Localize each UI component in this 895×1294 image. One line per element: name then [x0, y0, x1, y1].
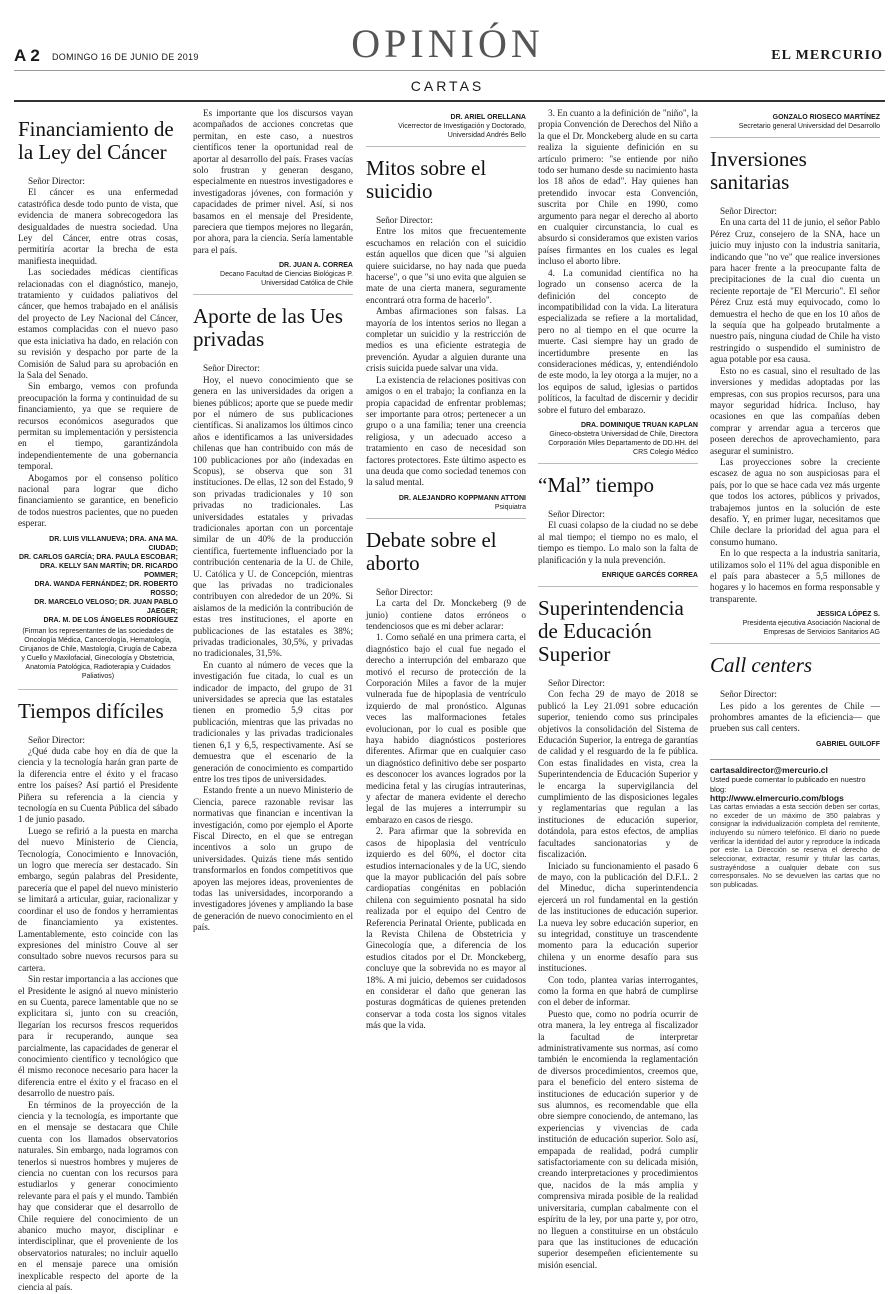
letter-divider	[710, 643, 880, 644]
letter-signature: DRA. DOMINIQUE TRUAN KAPLAN	[580, 421, 698, 429]
letter-paragraph: En lo que respecta a la industria sanitaria, utilizamos solo el 11% del agua disponible en el país para abastecer a 5,5 millones de hogares y lo hacemos en forma responsable y transparente.	[710, 548, 880, 604]
letter-paragraph: Esto no es casual, sino el resultado de las inversiones y medidas adoptadas por las empresas, con sus propios recursos, para una mayor seguridad hídrica. Incluso, hay ocasiones en que las compañías deben comprar y arrendar agua a terceros que poseen derechos de aprovechamiento, para asegurar el suministro.	[710, 365, 880, 456]
letter-affiliation: Decano Facultad de Ciencias Biológicas P. Universidad Católica de Chile	[220, 271, 353, 288]
letter-title: Superintendencia de Educación Superior	[538, 596, 684, 666]
letter-paragraph: Las proyecciones sobre la creciente escasez de agua no son auspiciosas para el país, por lo que se hace cada vez más urgente que todos los actores, públicos y privados, trabajemos juntos en la solución de este desafío. Y, en primer lugar, necesitamos que Chile declare la prioridad del agua para el consumo humano.	[710, 456, 880, 547]
letter-paragraph: Sin embargo, vemos con profunda preocupación la forma y continuidad de su financiamiento, ya que se requiere de recursos económicos asegurados que permitan su implementación y persistencia en el tiempo, garantizándola independientemente de una gobernancia temporal.	[18, 381, 178, 472]
letter-greeting: Señor Director:	[720, 689, 777, 700]
letter-divider	[538, 586, 698, 587]
letter-paragraph: Es importante que los discursos vayan acompañados de acciones concretas que permitan, en este caso, a nuestros científicos tener la oportunidad real de aportar al desarrollo del país. Frases vacías solo frustran y generan desgano, especialmente en nuestros investigadores e investigadoras jóvenes, con formación y capacidades de primer nivel. Así, si nos basamos en el mensaje del Presidente, pareciera que tiempos mejores no llegarán, por ahora, para la ciencia. Sería lamentable para el país.	[193, 108, 353, 255]
letter-paragraph: En una carta del 11 de junio, el señor Pablo Pérez Cruz, consejero de la SNA, hace un juicio muy injusto con la industria sanitaria, indicando que "no ve" que realice inversiones para hacer frente a la preocupante falta de precipitaciones de la cual dio cuenta un reciente reportaje de "El Mercurio". El señor Pérez Cruz está muy equivocado, como lo demuestra el hecho de que en los 10 años de la sequía que ha golpeado brutalmente a nuestro país, ninguna ciudad de Chile ha visto restringido o suspendido el suministro de agua potable por esa causa.	[710, 217, 880, 365]
letter-paragraph: 4. La comunidad científica no ha logrado un consenso acerca de la definición del concepto de incompatibilidad con la vida. La literatura especializada se refiere a la mortalidad, pero no al tiempo en el que ocurre la muerte. Casi siempre hay un grado de incertidumbre presente en las consideraciones médicas, y, entendiéndolo de este modo, la ley otorga a la mujer, no a los equipos de salud, iglesias o partidos políticos, la facultad de discernir y decidir sobre el futuro del embarazo.	[538, 267, 698, 415]
letter-paragraph: Con fecha 29 de mayo de 2018 se publicó la Ley 21.091 sobre educación superior, teniendo como sus principales objetivos la consolidación del Sistema de Educación Superior, la entrega de garantías de calidad y el resguardo de la fe pública. Con estas finalidades en vista, crea la Superintendencia de Educación Superior y le encarga la supervigilancia del cumplimiento de las disposiciones legales y reglamentarias que regulan a las instituciones de educación superior, dotándola, para estos efectos, de amplias facultades sancionatorias y de fiscalización.	[538, 689, 698, 860]
letter-paragraph: Les pido a los gerentes de Chile —prohombres amantes de la eficiencia— que prueben sus call centers.	[710, 700, 880, 734]
letter-paragraph: Las sociedades médicas científicas relacionadas con el diagnóstico, manejo, tratamiento y cuidados paliativos del cáncer, que hemos trabajado en el análisis del proyecto de Ley Nacional del Cáncer, estamos complacidas con el nuevo paso que esta iniciativa ha dado, en relación con su revisión y despacho por parte de la Comisión de Salud para su aprobación en la Sala del Senado.	[18, 267, 178, 380]
column-2	[193, 108, 353, 1018]
letter-greeting: Señor Director:	[720, 206, 777, 216]
header-rule-bottom	[14, 100, 885, 102]
submission-rules: Las cartas enviadas a esta sección deben ser cortas, no exceder de un máximo de 350 palabras y consignar la individualización completa del remitente, incluyendo su número telefónico. El diario no puede verificar la identidad del autor y reproduce la indicada por este. La Dirección se reserva el derecho de seleccionar, extractar, resumir y titular las cartas, sustrayéndose a cualquier debate con sus corresponsales. No se devuelven las cartas que no son publicadas.	[710, 803, 880, 890]
column-4	[538, 108, 698, 1270]
letter-paragraph: La carta del Dr. Monckeberg (9 de junio) contiene datos erróneos o tendenciosos que es mi deber aclarar:	[366, 598, 526, 631]
letter-paragraph: Hoy, el nuevo conocimiento que se genera en las universidades da origen a bienes públicos; aporte que se puede medir por el número de sus publicaciones científicas. Si analizamos los últimos cinco años e identificamos a las universidades chilenas que han contribuido con más de 100 publicaciones por año (indexadas en Scopus), se observa que son 31 instituciones. De ellas, 12 son del Estado, 9 son privadas tradicionales y 10 son privadas no tradicionales. Las universidades estatales y privadas tradicionales aportan con un porcentaje similar de un 40% de la producción científica, fuertemente influenciado por la contribución centenaria de la U. de Chile, U. Católica y U. de Concepción, mientras que las privadas no tradicionales contribuyen con alrededor de un 20%. Si aislamos de la medición la contribución de estas tres instituciones, el aporte en publicaciones de las estatales es 38%; privadas tradicionales, 30,5%, y privadas no tradicionales, 31,5%.	[193, 374, 353, 659]
letter-greeting: Señor Director:	[28, 734, 85, 745]
letter-paragraph: Entre los mitos que frecuentemente escuchamos en relación con el suicidio están aquellos que dicen que "si alguien quiere suicidarse, no hay nada que pueda hacerse", o que "si uno evita que alguien se mate de una cierta manera, seguramente encontrará otra forma de hacerlo".	[366, 226, 526, 305]
letter-paragraph: La existencia de relaciones positivas con amigos o en el trabajo; la confianza en la propia capacidad de enfrentar problemas; ser importante para otros; pertenecer a un grupo o a una familia; tener una creencia religiosa, y un adecuado acceso a tratamiento en caso de necesidad son factores protectores. Este último aspecto es una deuda que como sociedad tenemos con la salud mental.	[366, 374, 526, 488]
letter-paragraph: 1. Como señalé en una primera carta, el diagnóstico bajo el cual fue negado el derecho a interrupción del embarazo que motivó el recurso de protección de la Corporación Miles a favor de la mujer vulnerada fue de hipoplasia de ventrículo izquierdo de mal pronóstico. Algunas veces las malformaciones fetales evolucionan, por lo cual es posible que haya habido diagnósticos posteriores diferentes. Afirmar que en cualquier caso un diagnóstico definitivo debe ser posparto es desconocer los avances logrados por la medicina fetal y las cirugías intrauterinas, y afectar de manera evidente el derecho legal de las mujeres a interrumpir su embarazo en casos de riesgo.	[366, 632, 526, 825]
letter-divider	[193, 294, 353, 295]
letter-title: Call centers	[710, 653, 813, 678]
letter-affiliation: Secretario general Universidad del Desarrollo	[738, 123, 880, 130]
letters-footer	[710, 759, 880, 891]
letter-paragraph: Estando frente a un nuevo Ministerio de Ciencia, parece razonable revisar las normativas que financian e incentivan la investigación, como por ejemplo el Aporte Fiscal Directo, en el que se entregan incentivos a solo un grupo de universidades. Quizás tiene más sentido transformarlos en fondos competitivos que apoyen las mejores ideas, provenientes de todas las universidades, incorporando a investigadores jóvenes y ampliando la base de generación de nuevo conocimiento en el país.	[193, 785, 353, 933]
letter-signature: DR. ALEJANDRO KOPPMANN ATTONI	[398, 494, 526, 502]
page-number: A 2	[14, 46, 40, 65]
letter-signature: DRA. M. DE LOS ÁNGELES RODRÍGUEZ	[43, 616, 178, 624]
blog-link[interactable]: http://www.elmercurio.com/blogs	[710, 793, 844, 804]
letter-signature: DR. LUIS VILLANUEVA; DRA. ANA MA. CIUDAD;	[49, 535, 178, 552]
masthead-logo: EL MERCURIO	[771, 48, 883, 63]
letter-divider	[366, 518, 526, 519]
letter-divider	[710, 137, 880, 138]
subsection-title: CARTAS	[410, 78, 485, 94]
letter-paragraph: 2. Para afirmar que la sobrevida en casos de hipoplasia del ventrículo izquierdo es del 60%, el doctor cita estudios internacionales y de la UC, siendo que la mayor publicación del país sobre cardiopatías congénitas en población chilena con seguimiento posnatal ha sido realizada por el equipo del Centro de Referencia Perinatal Oriente, publicada en la Revista Chilena de Obstetricia y Ginecología que, a diferencia de los estudios citados por el Dr. Monckeberg, concluye que la sobrevida no es mayor al 18%. A mi juicio, debemos ser cuidadosos en considerar el daño que generan las posturas dogmáticas de quienes pretenden conservar a toda costa los signos vitales más que la vida.	[366, 826, 526, 1031]
letter-signature: JESSICA LÓPEZ S.	[816, 611, 880, 619]
letter-paragraph: Luego se refirió a la puesta en marcha del nuevo Ministerio de Ciencia, Tecnología, Conocimiento e Innovación, un logro que merecía ser destacado. Sin embargo, según palabras del Presidente, parecería que el papel del nuevo ministerio se limitará a articular, guiar, racionalizar y coordinar el uso de fondos y herramientas de financiamiento ya existentes. Lamentablemente, esto coincide con las expresiones del ministro Couve al ser consultado sobre nuevos recursos para su cartera.	[18, 825, 178, 973]
column-1	[18, 108, 178, 1293]
letter-affiliation: Psiquiatra	[494, 503, 526, 511]
letter-affiliation: Presidenta ejecutiva Asociación Nacional de Empresas de Servicios Sanitarios AG	[742, 620, 880, 637]
letter-signature: DR. JUAN A. CORREA	[278, 262, 353, 270]
letter-title: Financiamiento de la Ley del Cáncer	[18, 117, 174, 164]
blog-prompt: Usted puede comentar lo publicado en nuestro blog:	[710, 775, 866, 794]
letter-paragraph: 3. En cuanto a la definición de "niño", la propia Convención de Derechos del Niño a la que el Dr. Monckeberg alude en su carta realiza la siguiente definición en su artículo primero: "se entiende por niño todo ser humano desde su nacimiento hasta los 18 años de edad". Hay quienes han pretendido invocar esta Convención, suscrita por Chile en 1990, como argumento para negar el derecho al aborto en cualquier circunstancia, lo cual es absurdo si consideramos que existen varios países firmantes en los cuales es legal incluso el aborto libre.	[538, 108, 698, 267]
letter-paragraph: Con todo, plantea varias interrogantes, como la forma en que habrá de cumplirse con el deber de informar.	[538, 974, 698, 1008]
letter-paragraph: Ambas afirmaciones son falsas. La mayoría de los intentos serios no llegan a completar un suicidio y la restricción de medios es una eficiente estrategia de prevención. Ayudar a alguien durante una crisis suicida puede salvar una vida.	[366, 306, 526, 374]
letter-greeting: Señor Director:	[28, 176, 85, 186]
issue-date: DOMINGO 16 DE JUNIO DE 2019	[52, 52, 199, 62]
letter-title: Tiempos difíciles	[18, 698, 164, 723]
letter-greeting: Señor Director:	[548, 508, 605, 519]
letter-paragraph: Abogamos por el consenso político nacional para lograr que dicho financiamiento se garantice, en beneficio de todos nuestros pacientes, que no pueden esperar.	[18, 472, 178, 529]
letter-signature: ENRIQUE GARCÉS CORREA	[601, 572, 698, 579]
header-rule	[14, 70, 885, 71]
letter-divider	[18, 689, 178, 690]
column-3	[366, 108, 526, 1031]
letter-affiliation: Vicerrector de Investigación y Doctorado, Universidad Andrés Bello	[398, 123, 526, 139]
letter-affiliation: Gineco-obstetra Universidad de Chile, Directora Corporación Miles Departamento de DD.HH. del CRS Colegio Médico	[548, 430, 698, 456]
letter-paragraph: El cuasi colapso de la ciudad no se debe al mal tiempo; el tiempo no es malo, el tiempo es tiempo. Lo malo son la falta de planificación y la nula prevención.	[538, 520, 698, 565]
letter-signature: DR. ARIEL ORELLANA	[450, 114, 526, 121]
letter-paragraph: Iniciado su funcionamiento el pasado 6 de mayo, con la publicación del D.F.L. 2 del Mineduc, dicha superintendencia ejercerá un rol fundamental en la gestión de las instituciones de educación superior. La nueva ley sobre educación superior, en su integridad, constituye un trascendente momento para la educación superior chilena y un enorme desafío para sus instituciones.	[538, 860, 698, 974]
email-link[interactable]: cartasaldirector@mercurio.cl	[710, 764, 828, 775]
letter-paragraph: Puesto que, como no podría ocurrir de otra manera, la ley entrega al fiscalizador la facultad de interpretar administrativamente sus normas, así como también le encomienda la reglamentación de diversos procedimientos, creemos que, para el beneficio del entero sistema de instituciones de educación superior y de sus alumnos, es recomendable que ella obre siempre conociendo, de antemano, las experiencias y vivencias de cada institución de educación superior. Solo así, empapada de realidad, podrá cumplir satisfactoriamente con su delicada misión, creando interpretaciones y procedimientos que, nacidos de la más amplia y comprensiva mirada posible de la realidad universitaria, cumplan cabalmente con el espíritu de la ley, por una parte y, por otro, no lleguen a constituirse en un obstáculo para que las instituciones de educación superior desempeñen eficientemente su misión esencial.	[538, 1008, 698, 1270]
column-5	[710, 108, 880, 1018]
letter-signature: DRA. KELLY SAN MARTÍN; DR. RICARDO POMMER;	[39, 562, 178, 579]
letter-title: Inversiones sanitarias	[710, 147, 807, 194]
letter-greeting: Señor Director:	[376, 215, 433, 225]
section-title: OPINIÓN	[351, 21, 544, 66]
letter-divider	[538, 463, 698, 464]
letter-signature: GONZALO RIOSECO MARTÍNEZ	[772, 114, 880, 121]
letter-greeting: Señor Director:	[376, 586, 433, 597]
letter-affiliation: (Firman los representantes de las sociedades de Oncología Médica, Cancerología, Hematología, Cirujanos de Chile, Mastología, Cirugía de Cabeza y Cuello y Maxilofacial, Ginecología y Obstetricia, Anatomía Patológica, Radioterapia y Cuidados Paliativos)	[19, 627, 177, 680]
letter-divider	[366, 146, 526, 147]
letter-signature: DRA. WANDA FERNÁNDEZ; DR. ROBERTO ROSSO;	[34, 580, 178, 597]
letter-title: Aporte de las Ues privadas	[193, 304, 343, 352]
letter-signature: GABRIEL GUILOFF	[815, 740, 880, 748]
letter-greeting: Señor Director:	[548, 678, 605, 688]
letter-signature: DR. MARCELO VELOSO; DR. JUAN PABLO JAEGER;	[34, 598, 178, 615]
letter-paragraph: ¿Qué duda cabe hoy en día de que la ciencia y la tecnología harán gran parte de la diferencia entre el éxito y el fracaso entre los países? Así partió el Presidente Piñera su referencia a la ciencia y tecnología en su Cuenta Pública del sábado 1 de junio pasado.	[18, 746, 178, 825]
letter-paragraph: En cuanto al número de veces que la investigación fue citada, lo cual es un indicador de impacto, del grupo de 31 universidades se aprecia que las estatales tienen en promedio 5,9 citas por publicación, mientras que las privadas no tradicionales y las privadas tradicionales tienen 6,1 y 6,5, respectivamente. Así se demuestra que el escenario de la generación de conocimiento es compartido entre los tres tipos de universidades.	[193, 659, 353, 784]
letter-paragraph: El cáncer es una enfermedad catastrófica desde todo punto de vista, que evidencia de manera sobrecogedora las desigualdades de nuestra sociedad. Una Ley del Cáncer, entre otras cosas, permitiría acortar la brecha de esta manifiesta inequidad.	[18, 187, 178, 266]
page-header	[0, 0, 895, 105]
letter-greeting: Señor Director:	[203, 363, 260, 374]
letter-paragraph: En términos de la proyección de la ciencia y la tecnología, es importante que en el mensaje se destacara que Chile cuenta con los llamados observatorios naturales. Sin embargo, nada logramos con tenerlos si nuestros hombres y mujeres de ciencia no cuentan con los recursos para estudiarlos y generar conocimiento relevante para el país y el mundo. También hay que considerar que el desarrollo de Chile requiere del conocimiento de un abanico mucho mayor, disciplinar e interdisciplinar, que el proveniente de los observatorios naturales; no incluir aquello en el mensaje parece una omisión inexplicable respecto del aporte de la ciencia al país.	[18, 1099, 178, 1293]
letter-title: Mitos sobre el suicidio	[366, 156, 487, 203]
letter-paragraph: Sin restar importancia a las acciones que el Presidente le asignó al nuevo ministerio en su Cuenta, parece lamentable que no se explicitara si, junto con su creación, llegarían los recursos frescos requeridos para ir recuperando, aunque sea parcialmente, las capacidades de generar el conocimiento científico y tecnológico que él mismo reconoce necesario para hacer la diferencia entre el éxito y el fracaso en el desarrollo de nuestro país.	[18, 974, 178, 1099]
letter-title: “Mal” tiempo	[538, 472, 655, 497]
letter-title: Debate sobre el aborto	[366, 527, 497, 575]
letter-signature: DR. CARLOS GARCÍA; DRA. PAULA ESCOBAR;	[18, 553, 178, 561]
